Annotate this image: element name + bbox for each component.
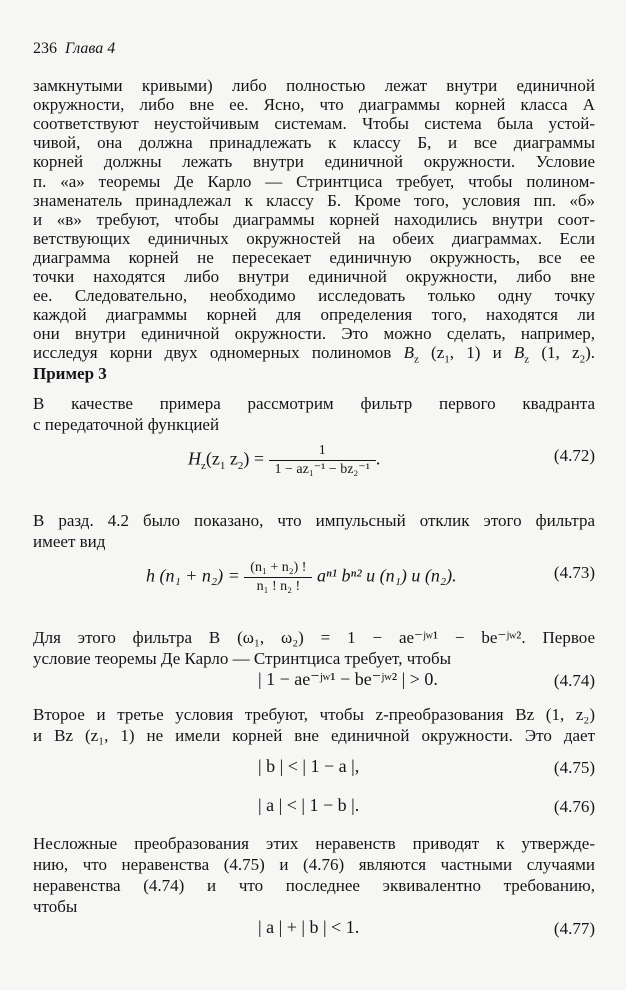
text-line: Несложные преобразования этих неравенств приводят к утвержде- — [33, 834, 595, 853]
equation-number: (4.72) — [553, 446, 595, 465]
example-heading: Пример 3 — [33, 364, 107, 383]
text-line: точки находятся либо внутри единичной окружности, либо вне — [33, 267, 595, 286]
text-line: соответствуют неустойчивым системам. Чтобы система была устой- — [33, 114, 595, 134]
equation-body: | a | + | b | < 1. — [258, 917, 360, 937]
equation-4-73 — [33, 557, 595, 594]
text-line: исследуя корни двух одномерных полиномов $B_z$ ($z_1$, 1) и $B_z$ (1, $z_2$). — [33, 343, 595, 366]
text-line: В разд. 4.2 было показано, что импульсный отклик этого фильтра — [33, 511, 595, 530]
text-line: каждой диаграммы корней для определения того, находятся ли — [33, 305, 595, 325]
page-number: 236 — [33, 40, 57, 57]
equation-body: | b | < | 1 − a |, — [258, 756, 360, 776]
equation-number: (4.77) — [553, 919, 595, 938]
equation-number: (4.75) — [553, 758, 595, 777]
text-line: ее. Следовательно, необходимо исследовать только одну точку — [33, 286, 595, 306]
equation-number: (4.73) — [553, 563, 595, 582]
text-line: корней должны лежать внутри единичной окружности. Условие — [33, 152, 595, 172]
text-line: диаграмма корней не пересекает единичную окружность, все ее — [33, 247, 595, 267]
text-line: они внутри единичной окружности. Это можно сделать, например, — [33, 324, 595, 344]
equation-body: $H_z(z_1$ $z_2$) = $\frac{1}{\text{1 − az₁⁻¹ − bz₂⁻¹}}$ . — [188, 443, 381, 477]
page-header — [33, 40, 115, 58]
equation-body: | 1 − ae⁻ʲʷ¹ − be⁻ʲʷ² | > 0. — [258, 669, 438, 689]
equation-4-76 — [33, 791, 595, 825]
text-line: условие теоремы Де Карло — Стринтциса требует, чтобы — [33, 649, 452, 668]
text-line: имеет вид — [33, 532, 106, 551]
equation-4-74 — [33, 665, 595, 699]
text-line: замкнутыми кривыми) либо полностью лежат внутри единичной — [33, 76, 595, 95]
equation-number: (4.74) — [553, 671, 595, 690]
text-line: п. «а» теоремы Де Карло — Стринтциса требует, чтобы полином- — [33, 171, 595, 191]
equation-4-77 — [33, 913, 595, 947]
text-line: чивой, она должна принадлежать к классу Б, и все диаграммы — [33, 133, 595, 153]
text-line: окружности, либо вне ее. Ясно, что диаграммы корней класса А — [33, 95, 595, 115]
text-line: Для этого фильтра B (ω₁, ω₂) = 1 − ae⁻ʲʷ¹ − be⁻ʲʷ². Первое — [33, 628, 595, 647]
text-line: В качестве примера рассмотрим фильтр первого квадранта — [33, 394, 595, 413]
text-line: Второе и третье условия требуют, чтобы z-преобразования Bz (1, z₂) — [33, 705, 595, 724]
text-line: знаменатель принадлежал к классу Б. Кроме того, условия пп. «б» — [33, 190, 595, 210]
text-line: ветствующих единичных окружностей на обеих диаграммах. Если — [33, 228, 595, 248]
equation-number: (4.76) — [553, 797, 595, 816]
text-line: неравенства (4.74) и что последнее эквивалентно требованию, — [33, 876, 595, 895]
text-line: и Bz (z₁, 1) не имели корней вне единичной окружности. Это дает — [33, 726, 595, 745]
text-line: чтобы — [33, 897, 78, 916]
equation-4-72 — [33, 440, 595, 477]
equation-body: | a | < | 1 − b |. — [258, 795, 360, 815]
text-line: и «в» требуют, чтобы диаграммы корней находились внутри соот- — [33, 209, 595, 229]
chapter-title: Глава 4 — [65, 40, 116, 57]
text-line: с передаточной функцией — [33, 415, 220, 434]
equation-body: h (n₁ + n₂) = $\frac{\text{(n₁ + n₂) !}}{\text{n₁ ! n₂ !}}$ aⁿ¹ bⁿ² u (n₁) u (n₂). — [146, 560, 457, 594]
equation-4-75 — [33, 752, 595, 786]
text-line: нию, что неравенства (4.75) и (4.76) являются частными случаями — [33, 855, 595, 874]
